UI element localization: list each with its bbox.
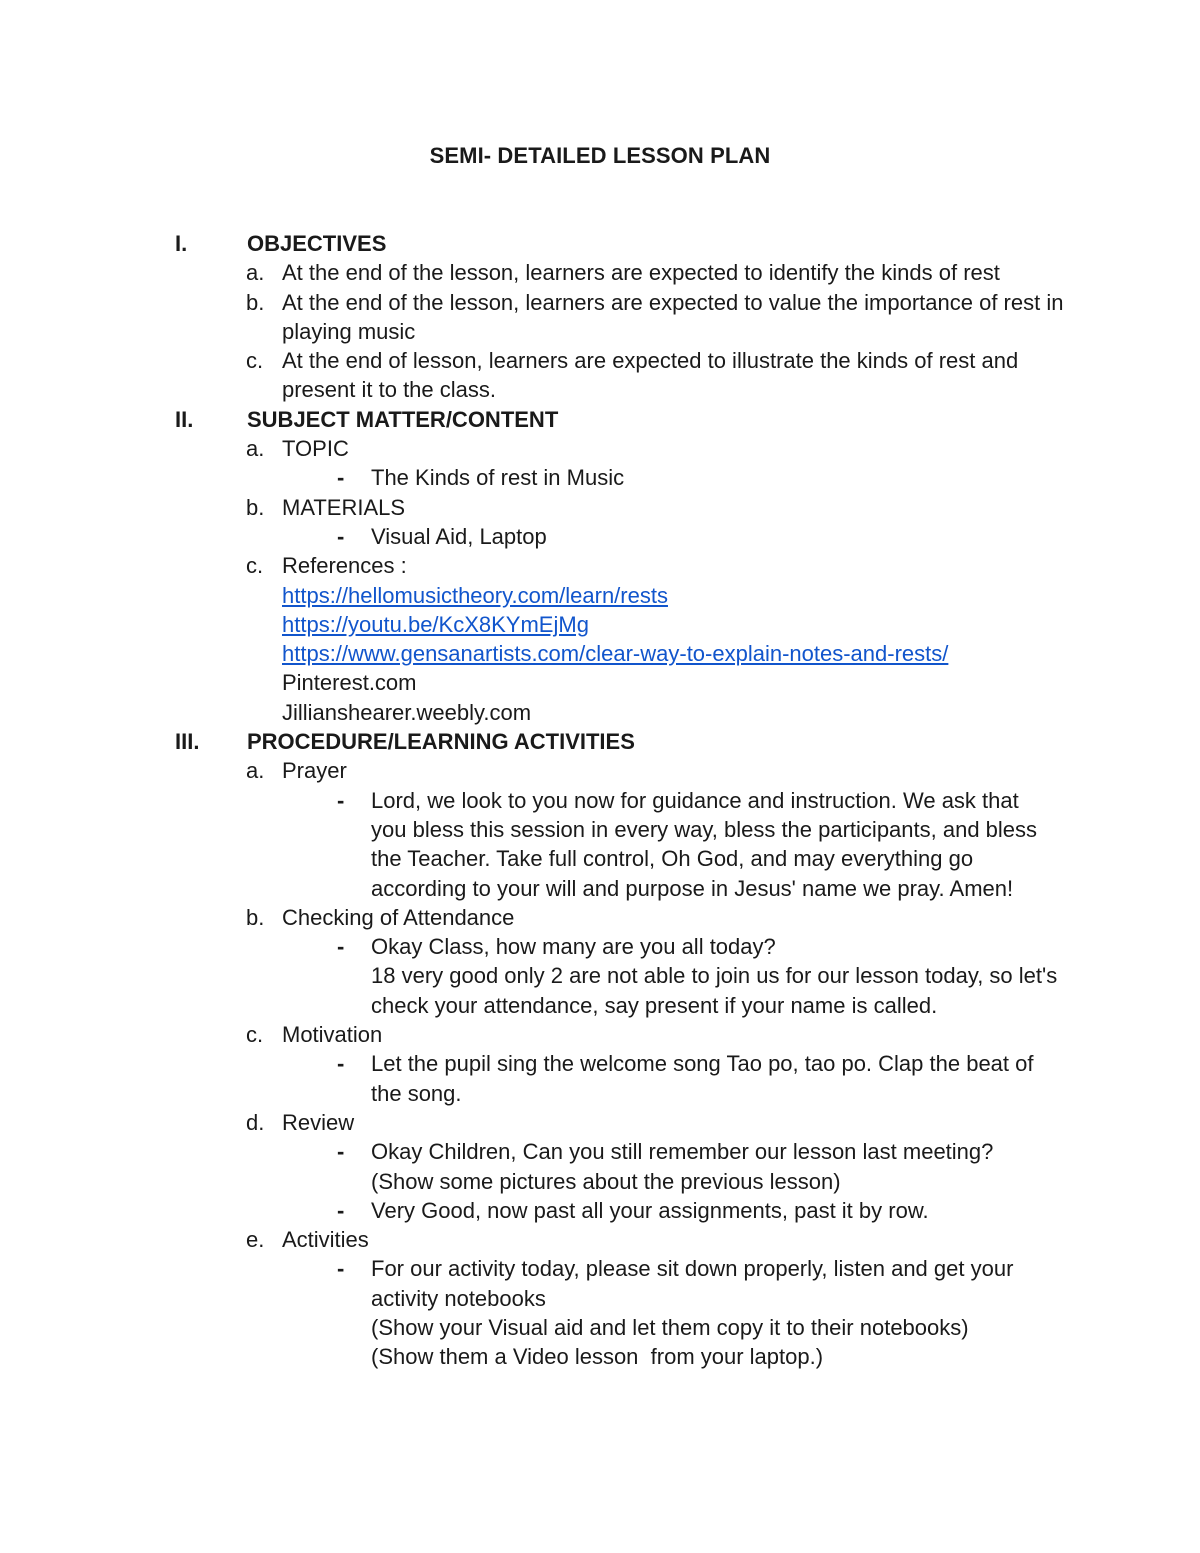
item-label: a. xyxy=(246,436,265,462)
reference-link[interactable]: https://www.gensanartists.com/clear-way-to-explain-notes-and-rests/ xyxy=(282,641,949,667)
document-title: SEMI- DETAILED LESSON PLAN xyxy=(429,143,771,168)
item-text: Activities xyxy=(282,1227,369,1253)
item-text: Checking of Attendance xyxy=(282,904,515,930)
item-text: Prayer xyxy=(282,758,347,784)
prayer-detail xyxy=(0,786,1200,903)
item-label: b. xyxy=(246,289,265,315)
objective-item xyxy=(0,288,1200,347)
dash-bullet: - xyxy=(337,1197,345,1223)
item-text: At the end of the lesson, learners are expected to value the importance of rest in playing music xyxy=(282,289,1064,344)
detail-text: Okay Children, Can you still remember our lesson last meeting? xyxy=(371,1139,994,1165)
subject-materials xyxy=(0,493,1200,522)
section-number: III. xyxy=(175,729,200,755)
motivation-detail xyxy=(0,1049,1200,1108)
item-text: At the end of the lesson, learners are expected to identify the kinds of rest xyxy=(282,260,1000,286)
detail-text: The Kinds of rest in Music xyxy=(371,465,625,491)
review-note: (Show some pictures about the previous lesson) xyxy=(371,1168,841,1194)
review-detail xyxy=(0,1196,1200,1225)
procedure-attendance xyxy=(0,903,1200,932)
dash-bullet: - xyxy=(337,523,345,549)
item-text: TOPIC xyxy=(282,436,349,462)
topic-detail xyxy=(0,463,1200,492)
procedure-motivation xyxy=(0,1020,1200,1049)
objective-item xyxy=(0,346,1200,405)
review-detail xyxy=(0,1137,1200,1166)
subject-topic xyxy=(0,434,1200,463)
reference-text: Pinterest.com xyxy=(282,670,417,696)
detail-text: Very Good, now past all your assignments, past it by row. xyxy=(371,1197,929,1223)
procedure-activities xyxy=(0,1225,1200,1254)
reference-text: Jillianshearer.weebly.com xyxy=(282,699,532,725)
section-heading: SUBJECT MATTER/CONTENT xyxy=(247,406,559,432)
detail-text: Let the pupil sing the welcome song Tao po, tao po. Clap the beat of the song. xyxy=(371,1051,1034,1106)
document-body xyxy=(0,229,1200,1372)
reference-line xyxy=(0,698,1200,727)
item-text: Review xyxy=(282,1109,355,1135)
section-heading: OBJECTIVES xyxy=(247,231,387,256)
procedure-prayer xyxy=(0,756,1200,785)
detail-text: For our activity today, please sit down properly, listen and get your activity notebooks xyxy=(371,1256,1014,1311)
reference-line xyxy=(0,610,1200,639)
item-text: Motivation xyxy=(282,1022,383,1048)
procedure-review xyxy=(0,1108,1200,1137)
item-label: d. xyxy=(246,1109,265,1135)
section-number: I. xyxy=(175,231,188,256)
dash-bullet: - xyxy=(337,934,345,960)
activities-detail xyxy=(0,1254,1200,1313)
item-label: b. xyxy=(246,904,265,930)
reference-line xyxy=(0,581,1200,610)
section-heading: PROCEDURE/LEARNING ACTIVITIES xyxy=(247,729,635,755)
item-label: a. xyxy=(246,260,265,286)
dash-bullet: - xyxy=(337,1051,345,1077)
subject-references xyxy=(0,551,1200,580)
reference-line xyxy=(0,668,1200,697)
reference-link[interactable]: https://youtu.be/KcX8KYmEjMg xyxy=(282,611,589,637)
activities-note: (Show your Visual aid and let them copy it to their notebooks) xyxy=(371,1314,969,1340)
reference-line xyxy=(0,639,1200,668)
detail-text: Visual Aid, Laptop xyxy=(371,523,547,549)
dash-bullet: - xyxy=(337,1139,345,1165)
attendance-continuation: 18 very good only 2 are not able to join us for our lesson today, so let's check your attendance, say present if your name is called. xyxy=(371,963,1058,1018)
dash-bullet: - xyxy=(337,787,345,813)
item-label: a. xyxy=(246,758,265,784)
item-label: e. xyxy=(246,1227,265,1253)
materials-detail xyxy=(0,522,1200,551)
objective-item xyxy=(0,258,1200,287)
item-label: c. xyxy=(246,348,264,374)
section-objectives-heading xyxy=(0,229,1200,258)
section-number: II. xyxy=(175,406,194,432)
attendance-detail xyxy=(0,932,1200,961)
section-subject-heading xyxy=(0,405,1200,434)
detail-text: Okay Class, how many are you all today? xyxy=(371,934,776,960)
item-text: MATERIALS xyxy=(282,494,406,520)
item-label: c. xyxy=(246,553,264,579)
detail-text: Lord, we look to you now for guidance and instruction. We ask that you bless this session in every way, bless the participants, and bless the Teacher. Take full control, Oh God, and may everything go according to your will and purpose in Jesus' name we pray. Amen! xyxy=(371,787,1038,901)
dash-bullet: - xyxy=(337,465,345,491)
reference-link[interactable]: https://hellomusictheory.com/learn/rests xyxy=(282,582,668,608)
dash-bullet: - xyxy=(337,1256,345,1282)
item-text: At the end of lesson, learners are expected to illustrate the kinds of rest and present it to the class. xyxy=(282,348,1019,403)
activities-note: (Show them a Video lesson from your laptop.) xyxy=(371,1344,824,1370)
item-text: References : xyxy=(282,553,407,579)
section-procedure-heading xyxy=(0,727,1200,756)
item-label: c. xyxy=(246,1022,264,1048)
item-label: b. xyxy=(246,494,265,520)
